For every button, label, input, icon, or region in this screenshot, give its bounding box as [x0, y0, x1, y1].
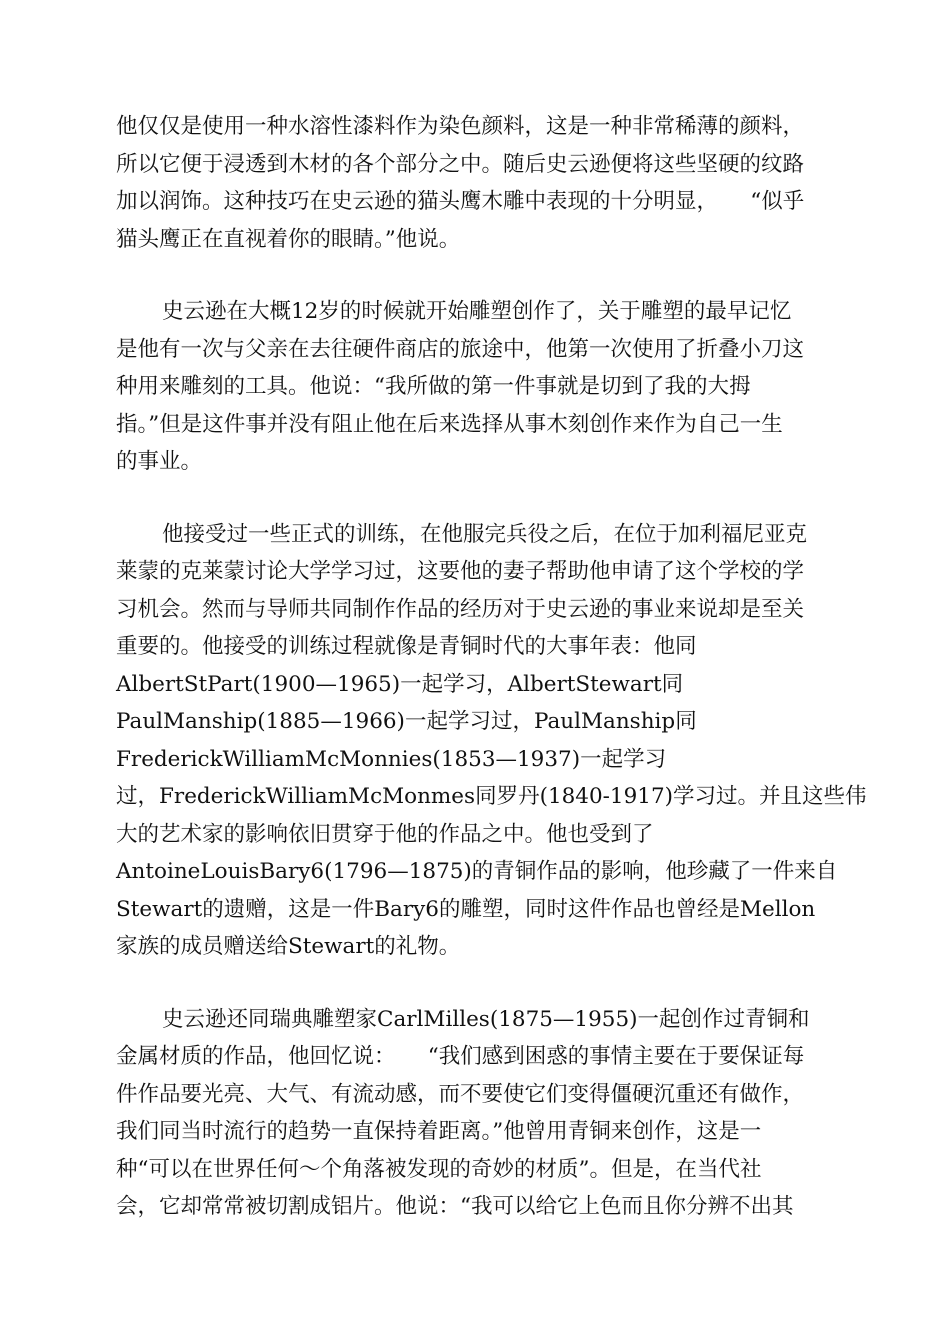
paragraph-spacer — [116, 481, 836, 516]
text-line: 习机会。然而与导师共同制作作品的经历对于史云逊的事业来说却是至关 — [116, 596, 805, 622]
paragraph-2 — [116, 293, 836, 481]
text-line: 件作品要光亮、大气、有流动感，而不要使它们变得僵硬沉重还有做作， — [116, 1081, 805, 1107]
text-line: 史云逊在大概12岁的时候就开始雕塑创作了，关于雕塑的最早记忆 — [162, 299, 792, 324]
text-line: 的事业。 — [116, 449, 203, 474]
text-line: 种“可以在世界任何～个角落被发现的奇妙的材质”。但是，在当代社 — [116, 1156, 762, 1182]
text-line: AntoineLouisBary6(1796—1875)的青铜作品的影响，他珍藏了一件来自 — [116, 859, 838, 884]
text-line: 大的艺术家的影响依旧贯穿于他的作品之中。他也受到了 — [116, 821, 654, 847]
text-line: 史云逊还同瑞典雕塑家CarlMilles(1875—1955)一起创作过青铜和 — [162, 1006, 810, 1032]
text-line: AlbertStPart(1900—1965)一起学习，AlbertStewart同 — [116, 671, 684, 697]
text-line: 种用来雕刻的工具。他说：“我所做的第一件事就是切到了我的大拇 — [116, 374, 751, 399]
text-line: 加以润饰。这种技巧在史云逊的猫头鹰木雕中表现的十分明显， “似乎 — [116, 189, 805, 214]
text-line: 所以它便于浸透到木材的各个部分之中。随后史云逊便将这些坚硬的纹路 — [116, 151, 805, 177]
paragraph-1 — [116, 108, 836, 258]
paragraph-spacer — [116, 966, 836, 1001]
paragraph-4 — [116, 1001, 836, 1226]
text-line: 是他有一次与父亲在去往硬件商店的旅途中，他第一次使用了折叠小刀这 — [116, 336, 805, 362]
paragraph-spacer — [116, 258, 836, 293]
text-line: 家族的成员赠送给Stewart的礼物。 — [116, 934, 461, 959]
text-line: 猫头鹰正在直视着你的眼睛。”他说。 — [116, 226, 461, 252]
text-line: 重要的。他接受的训练过程就像是青铜时代的大事年表：他同 — [116, 634, 697, 659]
text-line: 金属材质的作品，他回忆说： “我们感到困惑的事情主要在于要保证每 — [116, 1044, 805, 1069]
text-line: 他接受过一些正式的训练，在他服完兵役之后，在位于加利福尼亚克 — [162, 521, 808, 547]
text-line: 他仅仅是使用一种水溶性漆料作为染色颜料，这是一种非常稀薄的颜料， — [116, 114, 805, 139]
text-line: Stewart的遗赠，这是一件Bary6的雕塑，同时这件作品也曾经是Mellon — [116, 896, 816, 922]
text-line: 莱蒙的克莱蒙讨论大学学习过，这要他的妻子帮助他申请了这个学校的学 — [116, 559, 805, 584]
paragraph-3 — [116, 516, 867, 966]
text-line: 指。”但是这件事并没有阻止他在后来选择从事木刻创作来作为自己一生 — [116, 411, 783, 437]
text-line: 过，FrederickWilliamMcMonmes同罗丹(1840-1917)学习过。并且这些伟 — [116, 784, 867, 809]
text-line: PaulManship(1885—1966)一起学习过，PaulManship同 — [116, 709, 697, 734]
document-page — [116, 108, 867, 1226]
text-line: 我们同当时流行的趋势一直保持着距离。”他曾用青铜来创作，这是一 — [116, 1119, 762, 1144]
text-line: FrederickWilliamMcMonnies(1853—1937)一起学习 — [116, 746, 667, 772]
text-line: 会，它却常常被切割成铝片。他说：“我可以给它上色而且你分辨不出其 — [116, 1194, 794, 1219]
